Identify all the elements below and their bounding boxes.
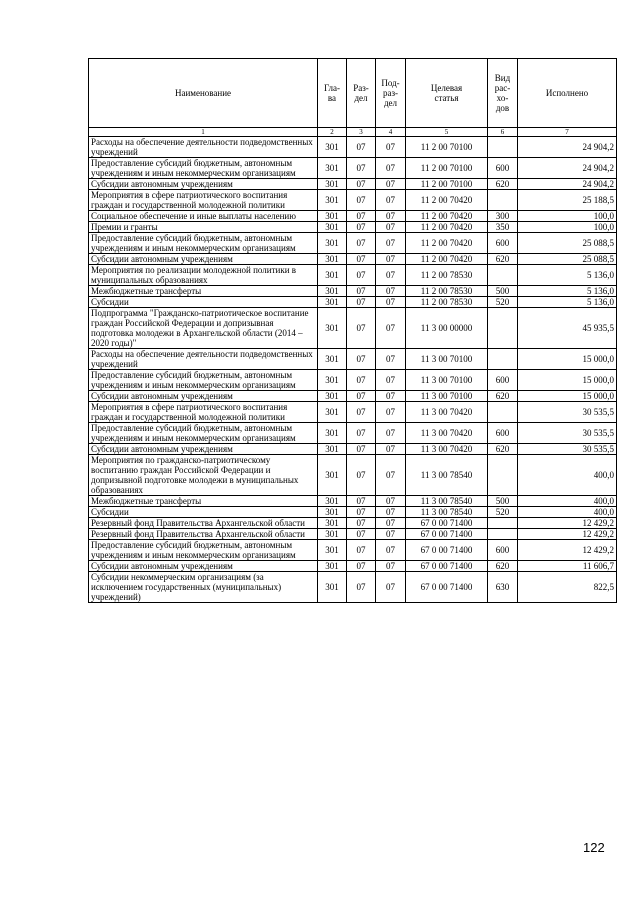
cell-target-item: 11 2 00 70100	[406, 158, 488, 179]
cell-expense-type: 600	[488, 233, 518, 254]
cell-subsection: 07	[376, 455, 406, 496]
cell-subsection: 07	[376, 370, 406, 391]
cell-name: Резервный фонд Правительства Архангельской области	[89, 529, 318, 540]
cell-target-item: 67 0 00 71400	[406, 529, 488, 540]
header-chapter: Гла- ва	[318, 59, 347, 128]
cell-name: Социальное обеспечение и иные выплаты населению	[89, 211, 318, 222]
table-row	[89, 455, 617, 496]
cell-target-item: 67 0 00 71400	[406, 518, 488, 529]
table-row	[89, 211, 617, 222]
cell-target-item: 67 0 00 71400	[406, 540, 488, 561]
table-header-row	[89, 59, 617, 128]
page-number: 122	[583, 840, 605, 855]
cell-target-item: 11 3 00 70420	[406, 444, 488, 455]
cell-executed: 24 904,2	[518, 158, 617, 179]
cell-executed: 11 606,7	[518, 561, 617, 572]
cell-expense-type: 620	[488, 179, 518, 190]
cell-executed: 25 088,5	[518, 233, 617, 254]
column-number: 1	[89, 128, 318, 137]
cell-name: Предоставление субсидий бюджетным, автономным учреждениям и иным некоммерческим организациям	[89, 158, 318, 179]
cell-subsection: 07	[376, 402, 406, 423]
cell-executed: 5 136,0	[518, 297, 617, 308]
cell-expense-type: 620	[488, 391, 518, 402]
cell-subsection: 07	[376, 158, 406, 179]
cell-target-item: 11 3 00 00000	[406, 308, 488, 349]
table-row	[89, 158, 617, 179]
cell-subsection: 07	[376, 561, 406, 572]
table-row	[89, 297, 617, 308]
cell-chapter: 301	[318, 540, 347, 561]
cell-target-item: 11 2 00 70100	[406, 179, 488, 190]
cell-subsection: 07	[376, 507, 406, 518]
cell-name: Субсидии автономным учреждениям	[89, 561, 318, 572]
table-row	[89, 349, 617, 370]
cell-expense-type	[488, 402, 518, 423]
header-subsection: Под- раз- дел	[376, 59, 406, 128]
column-number-row	[89, 128, 617, 137]
table-row	[89, 308, 617, 349]
cell-section: 07	[347, 137, 376, 158]
cell-section: 07	[347, 518, 376, 529]
cell-executed: 30 535,5	[518, 423, 617, 444]
cell-target-item: 11 3 00 78540	[406, 455, 488, 496]
cell-expense-type: 600	[488, 158, 518, 179]
budget-execution-table	[88, 58, 617, 603]
cell-expense-type: 600	[488, 423, 518, 444]
cell-target-item: 11 3 00 70100	[406, 349, 488, 370]
table-row	[89, 179, 617, 190]
cell-chapter: 301	[318, 233, 347, 254]
cell-name: Межбюджетные трансферты	[89, 286, 318, 297]
cell-subsection: 07	[376, 444, 406, 455]
cell-section: 07	[347, 391, 376, 402]
cell-section: 07	[347, 265, 376, 286]
cell-expense-type: 630	[488, 572, 518, 603]
cell-executed: 5 136,0	[518, 286, 617, 297]
cell-subsection: 07	[376, 190, 406, 211]
cell-name: Субсидии автономным учреждениям	[89, 179, 318, 190]
cell-target-item: 11 3 00 70420	[406, 423, 488, 444]
cell-subsection: 07	[376, 349, 406, 370]
table-row	[89, 561, 617, 572]
cell-chapter: 301	[318, 297, 347, 308]
cell-expense-type: 500	[488, 286, 518, 297]
table-row	[89, 233, 617, 254]
cell-target-item: 11 2 00 70420	[406, 190, 488, 211]
cell-section: 07	[347, 496, 376, 507]
cell-chapter: 301	[318, 370, 347, 391]
cell-chapter: 301	[318, 402, 347, 423]
cell-expense-type: 620	[488, 254, 518, 265]
cell-expense-type	[488, 137, 518, 158]
cell-section: 07	[347, 254, 376, 265]
cell-name: Субсидии автономным учреждениям	[89, 391, 318, 402]
cell-chapter: 301	[318, 444, 347, 455]
header-executed: Исполнено	[518, 59, 617, 128]
table-row	[89, 137, 617, 158]
cell-name: Мероприятия в сфере патриотического воспитания граждан и государственной молодежной политики	[89, 190, 318, 211]
cell-chapter: 301	[318, 254, 347, 265]
cell-subsection: 07	[376, 233, 406, 254]
cell-chapter: 301	[318, 349, 347, 370]
cell-executed: 15 000,0	[518, 349, 617, 370]
cell-target-item: 11 2 00 70420	[406, 233, 488, 254]
table-row	[89, 265, 617, 286]
cell-name: Предоставление субсидий бюджетным, автономным учреждениям и иным некоммерческим организациям	[89, 370, 318, 391]
cell-section: 07	[347, 507, 376, 518]
cell-subsection: 07	[376, 297, 406, 308]
cell-executed: 822,5	[518, 572, 617, 603]
column-number: 2	[318, 128, 347, 137]
cell-name: Предоставление субсидий бюджетным, автономным учреждениям и иным некоммерческим организациям	[89, 540, 318, 561]
cell-chapter: 301	[318, 391, 347, 402]
cell-section: 07	[347, 308, 376, 349]
cell-name: Межбюджетные трансферты	[89, 496, 318, 507]
cell-target-item: 11 3 00 70100	[406, 370, 488, 391]
cell-executed: 25 188,5	[518, 190, 617, 211]
cell-target-item: 11 2 00 70100	[406, 137, 488, 158]
cell-name: Субсидии автономным учреждениям	[89, 254, 318, 265]
cell-chapter: 301	[318, 179, 347, 190]
cell-subsection: 07	[376, 137, 406, 158]
cell-expense-type: 500	[488, 496, 518, 507]
cell-chapter: 301	[318, 507, 347, 518]
cell-subsection: 07	[376, 572, 406, 603]
header-section: Раз- дел	[347, 59, 376, 128]
cell-executed: 30 535,5	[518, 444, 617, 455]
cell-expense-type: 600	[488, 370, 518, 391]
cell-name: Расходы на обеспечение деятельности подведомственных учреждений	[89, 349, 318, 370]
cell-subsection: 07	[376, 518, 406, 529]
cell-expense-type	[488, 349, 518, 370]
cell-subsection: 07	[376, 423, 406, 444]
table-row	[89, 222, 617, 233]
cell-name: Субсидии	[89, 507, 318, 518]
cell-chapter: 301	[318, 572, 347, 603]
cell-section: 07	[347, 286, 376, 297]
cell-target-item: 11 3 00 70100	[406, 391, 488, 402]
cell-name: Резервный фонд Правительства Архангельской области	[89, 518, 318, 529]
cell-executed: 45 935,5	[518, 308, 617, 349]
cell-executed: 12 429,2	[518, 518, 617, 529]
cell-expense-type: 620	[488, 561, 518, 572]
cell-subsection: 07	[376, 222, 406, 233]
cell-section: 07	[347, 211, 376, 222]
cell-target-item: 11 2 00 78530	[406, 286, 488, 297]
cell-name: Субсидии автономным учреждениям	[89, 444, 318, 455]
cell-chapter: 301	[318, 529, 347, 540]
header-target-item: Целевая статья	[406, 59, 488, 128]
cell-chapter: 301	[318, 137, 347, 158]
cell-name: Подпрограмма "Гражданско-патриотическое воспитание граждан Российской Федерации и допризывная подготовка молодежи в Архангельской области (2014 – 2020 годы)"	[89, 308, 318, 349]
cell-subsection: 07	[376, 179, 406, 190]
cell-executed: 12 429,2	[518, 540, 617, 561]
cell-executed: 25 088,5	[518, 254, 617, 265]
cell-executed: 100,0	[518, 211, 617, 222]
table-row	[89, 518, 617, 529]
cell-chapter: 301	[318, 286, 347, 297]
cell-chapter: 301	[318, 455, 347, 496]
cell-chapter: 301	[318, 158, 347, 179]
cell-executed: 15 000,0	[518, 391, 617, 402]
cell-section: 07	[347, 423, 376, 444]
cell-executed: 5 136,0	[518, 265, 617, 286]
cell-name: Предоставление субсидий бюджетным, автономным учреждениям и иным некоммерческим организациям	[89, 233, 318, 254]
cell-executed: 24 904,2	[518, 179, 617, 190]
column-number: 7	[518, 128, 617, 137]
table-row	[89, 507, 617, 518]
cell-target-item: 11 3 00 70420	[406, 402, 488, 423]
cell-subsection: 07	[376, 286, 406, 297]
table-row	[89, 444, 617, 455]
table-row	[89, 190, 617, 211]
cell-section: 07	[347, 349, 376, 370]
cell-section: 07	[347, 233, 376, 254]
table-row	[89, 402, 617, 423]
table-row	[89, 529, 617, 540]
cell-name: Субсидии некоммерческим организациям (за исключением государственных (муниципальных) учреждений)	[89, 572, 318, 603]
cell-target-item: 11 2 00 70420	[406, 254, 488, 265]
cell-name: Мероприятия в сфере патриотического воспитания граждан и государственной молодежной политики	[89, 402, 318, 423]
table-row	[89, 540, 617, 561]
table-body	[89, 137, 617, 603]
cell-section: 07	[347, 297, 376, 308]
cell-subsection: 07	[376, 211, 406, 222]
cell-expense-type	[488, 190, 518, 211]
cell-section: 07	[347, 222, 376, 233]
cell-executed: 100,0	[518, 222, 617, 233]
cell-chapter: 301	[318, 518, 347, 529]
cell-section: 07	[347, 561, 376, 572]
cell-executed: 400,0	[518, 455, 617, 496]
cell-section: 07	[347, 402, 376, 423]
cell-chapter: 301	[318, 423, 347, 444]
cell-chapter: 301	[318, 496, 347, 507]
cell-chapter: 301	[318, 265, 347, 286]
cell-expense-type	[488, 518, 518, 529]
cell-target-item: 67 0 00 71400	[406, 572, 488, 603]
cell-executed: 24 904,2	[518, 137, 617, 158]
cell-chapter: 301	[318, 222, 347, 233]
cell-executed: 400,0	[518, 507, 617, 518]
cell-section: 07	[347, 455, 376, 496]
cell-section: 07	[347, 444, 376, 455]
cell-expense-type: 520	[488, 507, 518, 518]
header-name: Наименование	[89, 59, 318, 128]
table-row	[89, 254, 617, 265]
cell-target-item: 11 2 00 78530	[406, 297, 488, 308]
table-row	[89, 286, 617, 297]
table-row	[89, 572, 617, 603]
cell-expense-type	[488, 455, 518, 496]
cell-subsection: 07	[376, 391, 406, 402]
cell-section: 07	[347, 158, 376, 179]
cell-target-item: 11 3 00 78540	[406, 507, 488, 518]
column-number: 3	[347, 128, 376, 137]
cell-expense-type: 520	[488, 297, 518, 308]
cell-chapter: 301	[318, 211, 347, 222]
header-expense-type: Вид рас- хо- дов	[488, 59, 518, 128]
cell-target-item: 11 2 00 70420	[406, 222, 488, 233]
cell-section: 07	[347, 370, 376, 391]
cell-executed: 400,0	[518, 496, 617, 507]
cell-section: 07	[347, 179, 376, 190]
cell-name: Премии и гранты	[89, 222, 318, 233]
column-number: 4	[376, 128, 406, 137]
cell-name: Субсидии	[89, 297, 318, 308]
cell-chapter: 301	[318, 308, 347, 349]
cell-expense-type: 600	[488, 540, 518, 561]
cell-expense-type	[488, 308, 518, 349]
column-number: 5	[406, 128, 488, 137]
cell-executed: 12 429,2	[518, 529, 617, 540]
cell-expense-type	[488, 265, 518, 286]
table-row	[89, 423, 617, 444]
table-row	[89, 370, 617, 391]
cell-subsection: 07	[376, 254, 406, 265]
cell-expense-type: 300	[488, 211, 518, 222]
cell-target-item: 67 0 00 71400	[406, 561, 488, 572]
cell-section: 07	[347, 540, 376, 561]
cell-expense-type	[488, 529, 518, 540]
cell-target-item: 11 2 00 70420	[406, 211, 488, 222]
cell-section: 07	[347, 190, 376, 211]
cell-executed: 15 000,0	[518, 370, 617, 391]
cell-expense-type: 620	[488, 444, 518, 455]
cell-subsection: 07	[376, 529, 406, 540]
cell-subsection: 07	[376, 496, 406, 507]
table-row	[89, 496, 617, 507]
column-number: 6	[488, 128, 518, 137]
cell-name: Мероприятия по гражданско-патриотическому воспитанию граждан Российской Федерации и допризывной подготовке молодежи в муниципальных образованиях	[89, 455, 318, 496]
cell-subsection: 07	[376, 265, 406, 286]
cell-chapter: 301	[318, 190, 347, 211]
cell-executed: 30 535,5	[518, 402, 617, 423]
cell-section: 07	[347, 572, 376, 603]
table-row	[89, 391, 617, 402]
cell-expense-type: 350	[488, 222, 518, 233]
cell-section: 07	[347, 529, 376, 540]
cell-name: Предоставление субсидий бюджетным, автономным учреждениям и иным некоммерческим организациям	[89, 423, 318, 444]
cell-chapter: 301	[318, 561, 347, 572]
cell-subsection: 07	[376, 308, 406, 349]
cell-name: Расходы на обеспечение деятельности подведомственных учреждений	[89, 137, 318, 158]
cell-target-item: 11 3 00 78540	[406, 496, 488, 507]
cell-subsection: 07	[376, 540, 406, 561]
cell-name: Мероприятия по реализации молодежной политики в муниципальных образованиях	[89, 265, 318, 286]
cell-target-item: 11 2 00 78530	[406, 265, 488, 286]
